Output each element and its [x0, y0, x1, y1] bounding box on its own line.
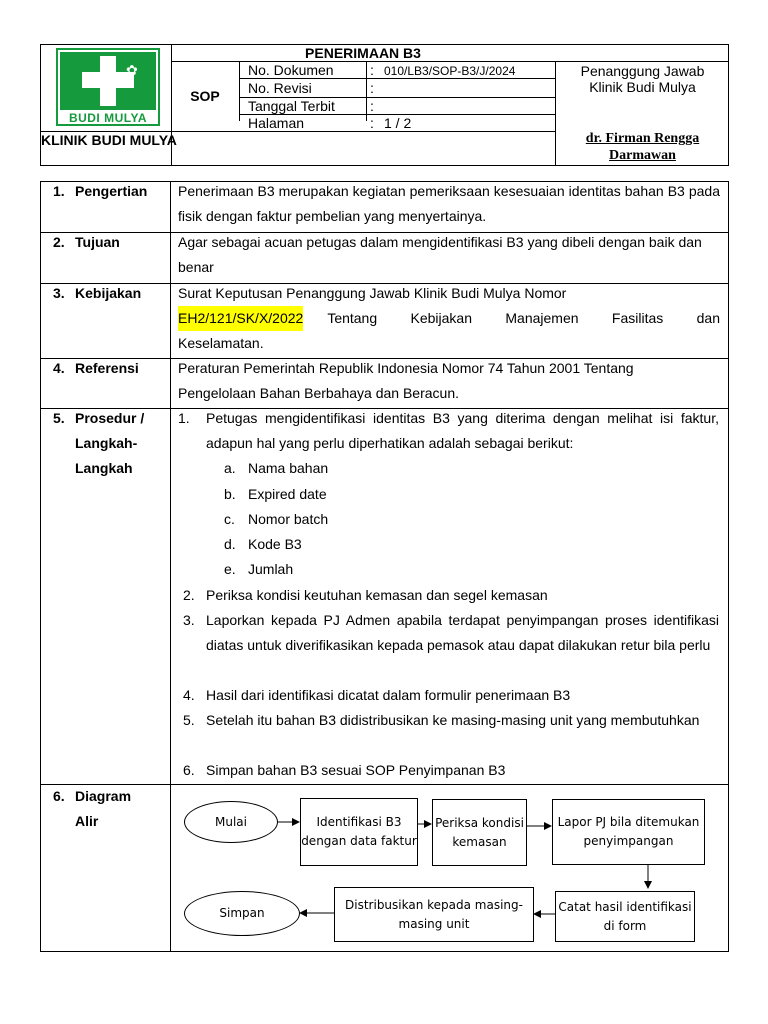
flow-node-identify: Identifikasi B3 dengan data faktur: [300, 798, 418, 866]
section-label-tujuan: 2. Tujuan: [53, 234, 120, 250]
flow-node-record: Catat hasil identifikasi di form: [555, 891, 695, 942]
flow-node-report: Lapor PJ bila ditemukan penyimpangan: [552, 799, 705, 865]
document-header: [40, 44, 729, 166]
responsible-title: Penanggung Jawab: [580, 63, 705, 79]
field-value-dokumen: 010/LB3/SOP-B3/J/2024: [384, 64, 516, 78]
substep-item: b. Expired date: [224, 486, 327, 502]
kebijakan-line-1: Surat Keputusan Penanggung Jawab Klinik Budi Mulya Nomor: [178, 285, 567, 301]
section-label-diagram: 6. Diagram Alir: [53, 788, 132, 829]
field-value-halaman: 1 / 2: [384, 115, 412, 131]
field-sep: :: [370, 80, 374, 96]
flow-node-end: Simpan: [184, 891, 300, 936]
logo-text: BUDI MULYA: [68, 111, 148, 125]
flow-node-start: Mulai: [184, 801, 278, 843]
divider: [239, 61, 240, 121]
clinic-name: KLINIK BUDI MULYA: [41, 132, 177, 148]
substep-item: c. Nomor batch: [224, 511, 329, 527]
procedure-step: 6. Simpan bahan B3 sesuai SOP Penyimpanan B3: [183, 762, 506, 778]
procedure-step: 2. Periksa kondisi keutuhan kemasan dan segel kemasan: [183, 587, 548, 603]
field-label-dokumen: No. Dokumen: [248, 62, 334, 78]
divider: [366, 61, 367, 121]
flow-node-check: Periksa kondisi kemasan: [432, 799, 527, 866]
field-sep: :: [370, 62, 374, 78]
kebijakan-line-3: Keselamatan.: [178, 335, 264, 351]
responsible-clinic: Klinik Budi Mulya: [589, 79, 696, 95]
field-label-halaman: Halaman: [248, 115, 305, 131]
procedure-step: 1. Petugas mengidentifikasi identitas B3 yang diterima dengan melihat isi faktur, adapun hal yang perlu diperhatikan adalah sebagai berikut:: [178, 410, 719, 451]
field-label-terbit: Tanggal Terbit: [248, 98, 335, 114]
document-title: PENERIMAAN B3: [305, 45, 421, 61]
section-label-pengertian: 1. Pengertian: [53, 183, 148, 199]
flow-node-distribute: Distribusikan kepada masing-masing unit: [334, 887, 534, 942]
flow-diagram: [170, 790, 720, 950]
field-sep: :: [370, 98, 374, 114]
procedure-step: 3. Laporkan kepada PJ Admen apabila terdapat penyimpangan proses identifikasi diatas untuk diverifikasikan kepada pemasok atau dapat dilakukan retur bila perlu: [183, 612, 719, 653]
section-text-kebijakan: [178, 281, 720, 356]
procedure-step: 5. Setelah itu bahan B3 didistribusikan ke masing-masing unit yang membutuhkan: [183, 712, 700, 728]
flower-icon: ✿: [126, 62, 138, 78]
section-text-pengertian: Penerimaan B3 merupakan kegiatan pemeriksaan kesesuaian identitas bahan B3 pada fisik dengan faktur pembelian yang menyertainya.: [178, 183, 720, 224]
field-sep: :: [370, 115, 374, 131]
section-text-referensi: Peraturan Pemerintah Republik Indonesia Nomor 74 Tahun 2001 Tentang Pengelolaan Bahan Berbahaya dan Beracun.: [178, 360, 634, 401]
section-label-prosedur: 5. Prosedur / Langkah- Langkah: [53, 410, 145, 476]
green-cross-logo-icon: [60, 52, 156, 110]
section-label-kebijakan: 3. Kebijakan: [53, 285, 142, 301]
signer-name-1: dr. Firman Rengga: [585, 131, 700, 146]
sop-label: SOP: [190, 88, 220, 104]
section-text-tujuan: Agar sebagai acuan petugas dalam mengidentifikasi B3 yang dibeli dengan baik dan benar: [178, 234, 702, 275]
kebijakan-line-2: EH2/121/SK/X/2022 Tentang Kebijakan Manajemen Fasilitas dan: [178, 306, 720, 331]
procedure-step: 4. Hasil dari identifikasi dicatat dalam formulir penerimaan B3: [183, 687, 571, 703]
signer-name-2: Darmawan: [609, 148, 676, 163]
field-label-revisi: No. Revisi: [248, 80, 312, 96]
divider: [41, 784, 728, 785]
substep-item: a. Nama bahan: [224, 460, 329, 476]
policy-number-highlight: EH2/121/SK/X/2022: [178, 306, 303, 331]
substep-item: e. Jumlah: [224, 561, 294, 577]
substep-item: d. Kode B3: [224, 536, 302, 552]
section-label-referensi: 4. Referensi: [53, 360, 139, 376]
clinic-logo: [56, 48, 160, 126]
